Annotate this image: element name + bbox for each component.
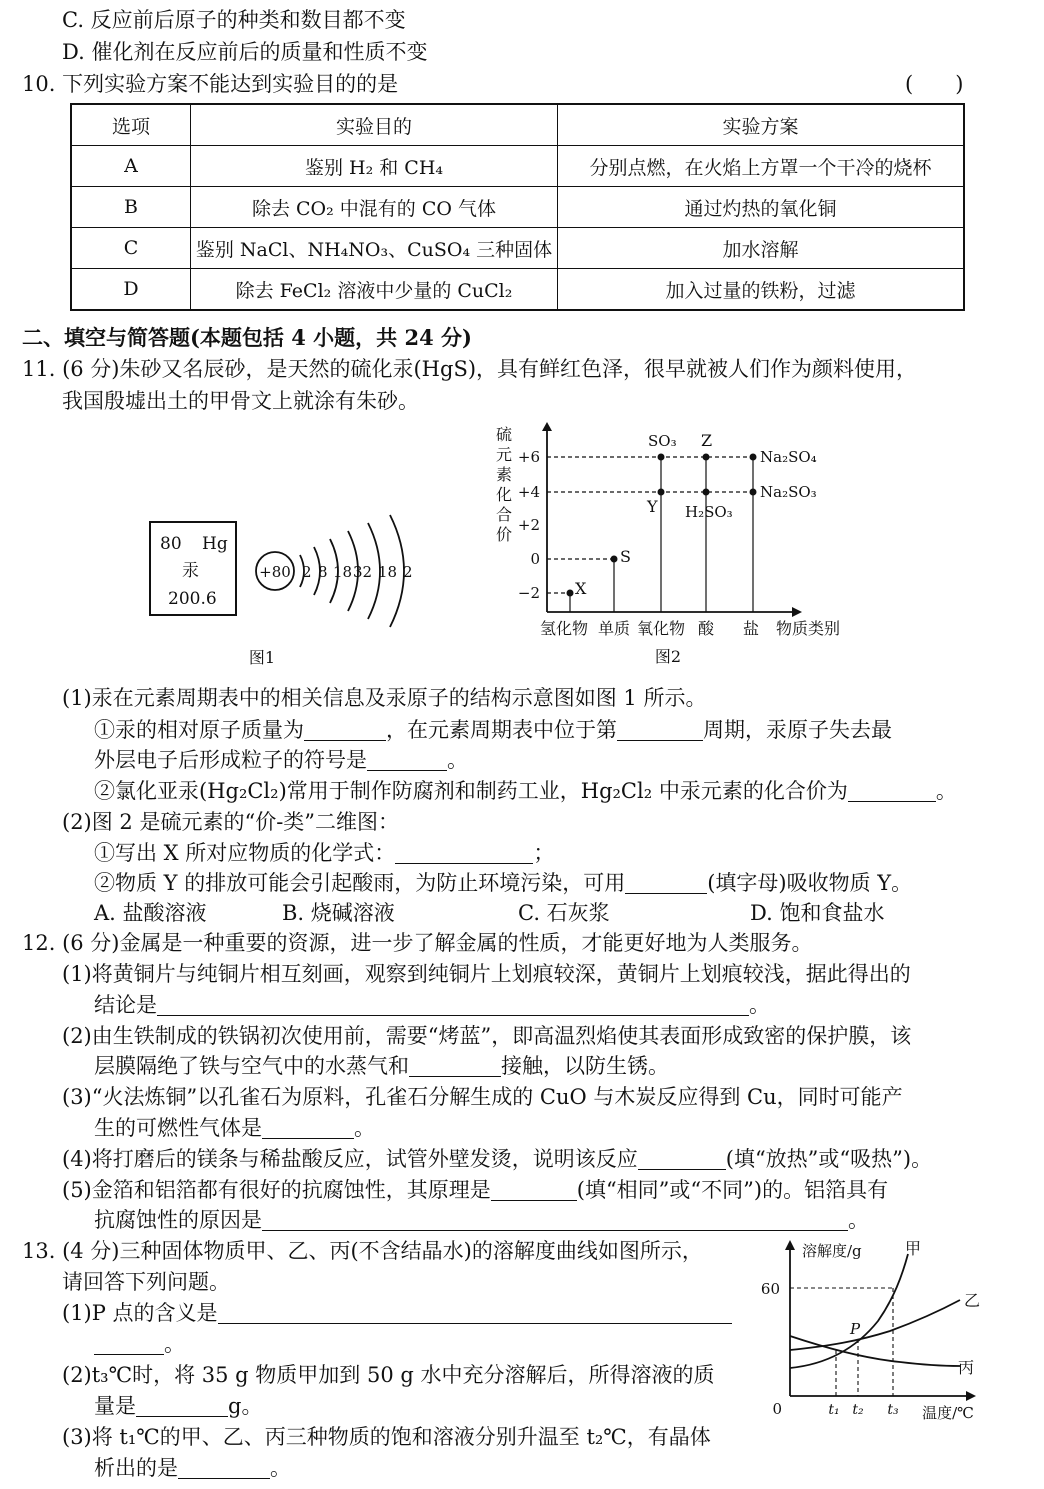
y-tick-label: −2 [517, 584, 540, 602]
text: 。 [749, 993, 770, 1017]
q10-table [70, 103, 965, 311]
q11-option-c: C. 石灰浆 [518, 901, 610, 925]
q13-stem-line1: 13. (4 分)三种固体物质甲、乙、丙(不含结晶水)的溶解度曲线如图所示， [22, 1239, 703, 1263]
table-header: 选项 [71, 104, 191, 146]
origin-label: 0 [772, 1400, 782, 1418]
table-cell: 除去 FeCl₂ 溶液中少量的 CuCl₂ [191, 269, 558, 311]
q12-part3-line1: (3)“火法炼铜”以孔雀石为原料，孔雀石分解生成的 CuO 与木炭反应得到 Cu，同时可能产 [62, 1085, 903, 1109]
text: 抗腐蚀性的原因是 [94, 1208, 262, 1232]
atomic-mass: 200.6 [168, 589, 217, 609]
q11-part1b [94, 779, 957, 804]
q12-part3-line2 [94, 1116, 375, 1141]
x-category-label: 单质 [597, 619, 631, 638]
table-row [71, 187, 964, 228]
table-row [71, 228, 964, 269]
text: 。 [270, 1456, 291, 1480]
shell-electrons: 18 [333, 563, 353, 581]
q11-part2: (2)图 2 是硫元素的“价-类”二维图： [62, 810, 400, 834]
text: (填“放热”或“吸热”)。 [725, 1147, 933, 1171]
y-axis-char: 价 [495, 525, 513, 544]
q12-part1-line1: (1)将黄铜片与纯铜片相互刻画，观察到纯铜片上划痕较深，黄铜片上划痕较浅，据此得出的 [62, 962, 911, 986]
figure-1 [140, 505, 440, 675]
text: 。 [935, 779, 957, 803]
point-so3 [658, 454, 665, 461]
x-category-label: 氧化物 [636, 619, 686, 638]
point-na2so4 [750, 454, 757, 461]
answer-blank[interactable] [617, 719, 703, 741]
y-axis-char: 元 [495, 445, 513, 464]
curve-jia [790, 1254, 908, 1368]
text: ①汞的相对原子质量为 [94, 718, 304, 742]
q12-part5-line1 [62, 1178, 888, 1203]
answer-blank[interactable] [395, 842, 533, 864]
shell-electrons: 18 [378, 563, 398, 581]
shell-electrons: 2 [302, 563, 312, 581]
table-header: 实验目的 [191, 104, 558, 146]
q13-part2-line1: (2)t₃℃时，将 35 g 物质甲加到 50 g 水中充分溶解后，所得溶液的质 [62, 1363, 715, 1387]
q11-part1: (1)汞在元素周期表中的相关信息及汞原子的结构示意图如图 1 所示。 [62, 686, 707, 710]
q12-part5-line2 [94, 1208, 869, 1233]
text: (填“相同”或“不同”)的。铝箔具有 [576, 1178, 889, 1202]
table-cell: B [71, 187, 191, 228]
table-row [71, 146, 964, 187]
answer-blank[interactable] [178, 1457, 270, 1479]
q10-answer-paren: ( ) [905, 72, 964, 96]
table-cell: D [71, 269, 191, 311]
shell-electrons: 8 [318, 563, 328, 581]
y-axis-char: 合 [495, 505, 513, 524]
answer-blank[interactable] [625, 872, 707, 894]
q13-part3-line2 [94, 1456, 291, 1481]
shell-electrons: 32 [353, 563, 373, 581]
table-cell: C [71, 228, 191, 269]
q9-option-d: D. 催化剂在反应前后的质量和性质不变 [62, 40, 428, 64]
x-category-label: 酸 [697, 619, 715, 638]
y-axis-char: 硫 [495, 425, 513, 444]
curve-label-jia: 甲 [905, 1239, 922, 1258]
point-x [567, 590, 574, 597]
q13-part1-line1 [62, 1301, 732, 1326]
q11-stem-line2: 我国殷墟出土的甲骨文上就涂有朱砂。 [62, 389, 419, 413]
element-symbol: Hg [202, 534, 228, 554]
answer-blank[interactable] [304, 719, 386, 741]
answer-blank[interactable] [638, 1148, 726, 1170]
text: 层膜隔绝了铁与空气中的水蒸气和 [94, 1054, 409, 1078]
nucleus-charge: +80 [259, 563, 291, 581]
text: 。 [848, 1208, 869, 1232]
label-so3: SO₃ [648, 432, 677, 450]
element-name: 汞 [182, 561, 199, 581]
table-cell: 加入过量的铁粉，过滤 [558, 269, 965, 311]
text: ； [533, 841, 555, 865]
q11-option-d: D. 饱和食盐水 [750, 901, 885, 925]
text: 析出的是 [94, 1456, 178, 1480]
x-axis-arrow [792, 607, 802, 617]
y-axis-arrow [542, 422, 552, 431]
label-na2so4: Na₂SO₄ [760, 448, 817, 466]
q11-option-a: A. 盐酸溶液 [94, 901, 207, 925]
table-cell: 加水溶解 [558, 228, 965, 269]
y-tick-label: +2 [517, 516, 540, 534]
text: (1)P 点的含义是 [62, 1301, 218, 1325]
curve-label-yi: 乙 [964, 1291, 981, 1310]
text: 。 [447, 748, 468, 772]
point-h2so3 [703, 489, 710, 496]
q10-stem: 10. 下列实验方案不能达到实验目的的是 [22, 72, 399, 96]
y-axis-char: 化 [495, 485, 513, 504]
point-s [611, 556, 618, 563]
text: 生的可燃性气体是 [94, 1116, 262, 1140]
curve-label-bing: 丙 [958, 1358, 975, 1377]
label-na2so3: Na₂SO₃ [760, 483, 817, 501]
q12-part2-line2 [94, 1054, 669, 1079]
text: ，在元素周期表中位于第 [386, 718, 617, 742]
q11-part1a-line1 [94, 718, 892, 743]
table-cell: 鉴别 NaCl、NH₄NO₃、CuSO₄ 三种固体 [191, 228, 558, 269]
q11-part2a [94, 841, 554, 866]
q11-part2b [94, 871, 912, 896]
q13-part3-line1: (3)将 t₁℃的甲、乙、丙三种物质的饱和溶液分别升温至 t₂℃，有晶体 [62, 1425, 711, 1449]
q12-part2-line1: (2)由生铁制成的铁锅初次使用前，需要“烤蓝”，即高温烈焰使其表面形成致密的保护膜，该 [62, 1024, 912, 1048]
answer-blank[interactable] [491, 1179, 577, 1201]
text: ②物质 Y 的排放可能会引起酸雨，为防止环境污染，可用 [94, 871, 626, 895]
table-cell: 分别点燃，在火焰上方罩一个干冷的烧杯 [558, 146, 965, 187]
solubility-graph [760, 1236, 985, 1426]
text: 外层电子后形成粒子的符号是 [94, 748, 367, 772]
answer-blank[interactable] [262, 1209, 848, 1231]
shell-electrons: 2 [403, 563, 413, 581]
x-category-label: 氢化物 [539, 619, 589, 638]
q13-part2-line2 [94, 1394, 262, 1419]
y-tick-label: 0 [530, 550, 540, 568]
atomic-number: 80 [160, 534, 182, 554]
y-tick-60: 60 [760, 1280, 780, 1298]
x-tick-label: t₂ [852, 1402, 864, 1418]
point-z [703, 454, 710, 461]
section-title: 二、填空与简答题(本题包括 4 小题，共 24 分) [22, 325, 472, 350]
text: (5)金箔和铝箔都有很好的抗腐蚀性，其原理是 [62, 1178, 491, 1202]
table-cell: 通过灼热的氧化铜 [558, 187, 965, 228]
text: 结论是 [94, 993, 157, 1017]
y-axis-title: 溶解度/g [802, 1242, 862, 1260]
x-tick-label: t₃ [887, 1402, 899, 1418]
q9-option-c: C. 反应前后原子的种类和数目都不变 [62, 8, 406, 32]
answer-blank[interactable] [848, 780, 936, 802]
answer-blank[interactable] [262, 1117, 354, 1139]
x-tick-label: t₁ [828, 1402, 840, 1418]
table-cell: A [71, 146, 191, 187]
q12-part1-line2 [94, 993, 770, 1018]
text: g。 [228, 1394, 263, 1418]
figure-caption: 图2 [654, 647, 682, 666]
y-axis-char: 素 [495, 465, 513, 484]
y-tick-label: +4 [517, 483, 540, 501]
y-axis-label [496, 425, 512, 544]
text: 。 [354, 1116, 375, 1140]
text: 接触，以防生锈。 [501, 1054, 669, 1078]
text: 。 [164, 1332, 185, 1356]
y-axis-arrow [785, 1240, 795, 1250]
figure-2 [490, 422, 860, 670]
table-header: 实验方案 [558, 104, 965, 146]
x-axis-title: 温度/℃ [922, 1404, 974, 1422]
answer-blank[interactable] [367, 749, 447, 771]
label-x: X [575, 579, 587, 598]
point-p-label: P [850, 1320, 861, 1338]
curve-bing [790, 1336, 960, 1366]
table-header-row [71, 104, 964, 146]
text: 周期，汞原子失去最 [703, 718, 892, 742]
text: ②氯化亚汞(Hg₂Cl₂)常用于制作防腐剂和制药工业，Hg₂Cl₂ 中汞元素的化合价为 [94, 779, 848, 803]
y-tick-label: +6 [517, 448, 540, 466]
text: (4)将打磨后的镁条与稀盐酸反应，试管外壁发烫，说明该反应 [62, 1147, 638, 1171]
text: 量是 [94, 1394, 136, 1418]
q11-part1a-line2 [94, 748, 468, 773]
q12-part4 [62, 1147, 932, 1172]
label-h2so3: H₂SO₃ [685, 503, 733, 521]
q13-stem-line2: 请回答下列问题。 [62, 1270, 230, 1294]
table-cell: 除去 CO₂ 中混有的 CO 气体 [191, 187, 558, 228]
answer-blank[interactable] [157, 994, 749, 1016]
q12-stem: 12. (6 分)金属是一种重要的资源，进一步了解金属的性质，才能更好地为人类服务。 [22, 931, 813, 955]
answer-blank[interactable] [218, 1302, 732, 1324]
figure-caption: 图1 [248, 648, 276, 667]
label-y: Y [647, 497, 658, 516]
table-row [71, 269, 964, 311]
q13-part1-line2 [94, 1332, 185, 1357]
answer-blank[interactable] [94, 1333, 164, 1355]
table-cell: 鉴别 H₂ 和 CH₄ [191, 146, 558, 187]
answer-blank[interactable] [409, 1055, 501, 1077]
x-category-label: 盐 [742, 619, 760, 638]
x-axis-title: 物质类别 [775, 619, 841, 638]
q11-stem-line1: 11. (6 分)朱砂又名辰砂，是天然的硫化汞(HgS)，具有鲜红色泽，很早就被人们作为颜料使用， [22, 357, 918, 381]
q11-option-b: B. 烧碱溶液 [282, 901, 395, 925]
point-y [658, 489, 665, 496]
text: (填字母)吸收物质 Y。 [707, 871, 913, 895]
text: ①写出 X 所对应物质的化学式： [94, 841, 396, 865]
label-z: Z [701, 431, 713, 450]
point-na2so3 [750, 489, 757, 496]
answer-blank[interactable] [136, 1395, 228, 1417]
x-axis-arrow [966, 1391, 976, 1401]
label-s: S [620, 547, 631, 566]
